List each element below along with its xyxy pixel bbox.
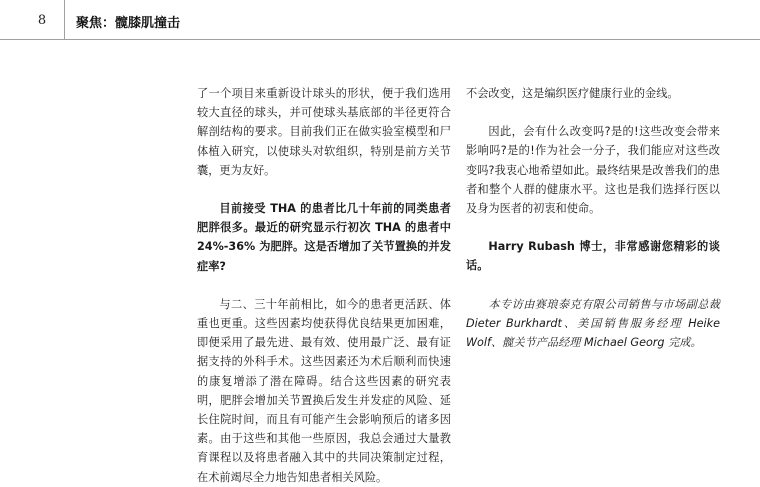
thanks-line: Harry Rubash 博士，非常感谢您精彩的谈话。: [466, 240, 720, 273]
right-paragraph-1: 不会改变，这是编织医疗健康行业的金线。: [466, 87, 679, 100]
interview-credit: 本专访由赛琅泰克有限公司销售与市场副总裁 Dieter Burkhardt、美国销售服务经理 Heike Wolf、髋关节产品经理 Michael Georg 完成。: [466, 297, 720, 350]
right-paragraph-2: 因此，会有什么改变吗?是的!这些改变会带来影响吗?是的!作为社会一分子，我们能应对这些改变吗?我衷心地希望如此。最终结果是改善我们的患者和整个人群的健康水平。这也是我们选择行医以及身为医者的初衷和使命。: [466, 125, 720, 216]
page-header: [0, 0, 760, 40]
section-title: 聚焦：髋膝肌撞击: [76, 16, 181, 31]
left-column: [197, 84, 451, 487]
left-paragraph-2: 与二、三十年前相比，如今的患者更活跃、体重也更重。这些因素均使获得优良结果更加困难，即便采用了最先进、最有效、使用最广泛、最有证据支持的外科手术。这些因素还为术后顺利而快速的康复增添了潜在障碍。结合这些因素的研究表明，肥胖会增加关节置换后发生并发症的风险、延长住院时间，而且有可能产生会影响预后的诸多因素。由于这些和其他一些原因，我总会通过大量教育课程以及将患者融入其中的共同决策制定过程，在术前竭尽全力地告知患者相关风险。: [197, 297, 451, 484]
interview-question: 目前接受 THA 的患者比几十年前的同类患者肥胖很多。最近的研究显示行初次 THA 的患者中 24%-36% 为肥胖。这是否增加了关节置换的并发症率?: [197, 202, 451, 273]
page-number: 8: [37, 13, 47, 28]
left-paragraph-1: 了一个项目来重新设计球头的形状，便于我们选用较大直径的球头，并可使球头基底部的半径更符合解剖结构的要求。目前我们正在做实验室模型和尸体植入研究，以使球头对软组织，特别是前方关节囊，更为友好。: [197, 87, 451, 177]
header-divider: [64, 0, 65, 40]
right-column: [466, 84, 720, 352]
